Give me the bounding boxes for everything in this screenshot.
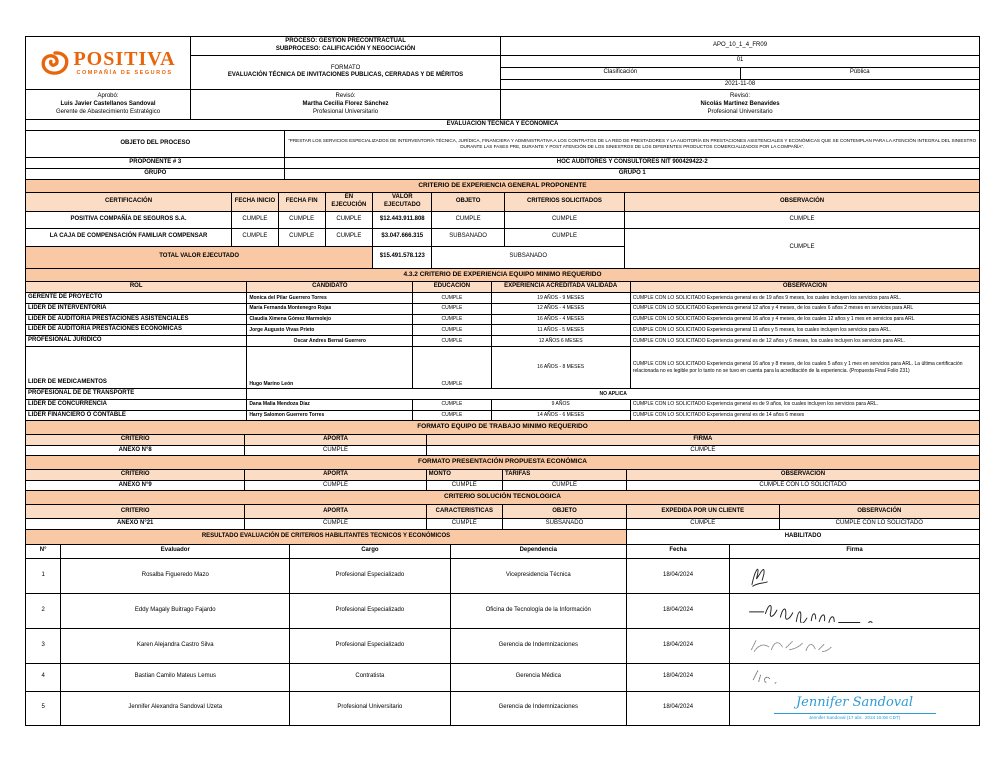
rol-cell: LIDER DE CONCURRENCIA <box>26 399 247 410</box>
observacion-cell: CUMPLE CON LO SOLICITADO <box>779 518 979 529</box>
format-label: FORMATO <box>330 64 361 71</box>
col-header-fecha-inicio: FECHA INICIO <box>232 193 279 212</box>
total-estado: SUBSANADO <box>432 246 625 268</box>
observacion-merged-cell: CUMPLE <box>625 228 980 268</box>
fecha-fin-cell: CUMPLE <box>278 228 325 246</box>
criterios-cell: CUMPLE <box>504 228 624 246</box>
rol-cell: LIDER DE MEDICAMENTOS <box>26 347 247 389</box>
col-header-rol: ROL <box>26 282 247 293</box>
document-header <box>25 36 980 120</box>
fecha-inicio-cell: CUMPLE <box>232 228 279 246</box>
table-row <box>26 211 980 228</box>
cargo-cell: Profesional Universitario <box>290 691 450 725</box>
criterio-cell: ANEXO N°21 <box>26 518 245 529</box>
table-row <box>26 558 980 593</box>
table-row <box>26 303 980 314</box>
fecha-cell: 18/04/2024 <box>627 691 730 725</box>
format-title: EVALUACIÓN TÉCNICA DE INVITACIONES PUBLICAS, CERRADAS Y DE MÉRITOS <box>227 72 464 79</box>
dependencia-cell: Gerencia de Indemnizaciones <box>450 691 626 725</box>
dependencia-cell: Gerencia de Indemnizaciones <box>450 628 626 663</box>
cargo-cell: Profesional Especializado <box>290 558 450 593</box>
objeto-cell: SUBSANADO <box>502 518 626 529</box>
resultado-estado: HABILITADO <box>627 529 980 544</box>
col-header-firma: FIRMA <box>426 434 979 445</box>
firma-cell: CUMPLE <box>426 445 979 456</box>
signature-scribble-icon <box>746 563 780 589</box>
solucion-tecnologica-table <box>25 490 980 529</box>
rol-cell: LIDER DE INTERVENTORIA <box>26 303 247 314</box>
col-header-observacion: OBSERVACIÓN <box>626 469 979 480</box>
table-row <box>26 410 980 421</box>
firma-cell <box>730 628 980 663</box>
experiencia-cell: 12 AÑOS 6 MESES <box>491 336 630 347</box>
educacion-cell: CUMPLE <box>413 303 491 314</box>
candidato-cell: Monica del Pilar Guerrero Torres <box>247 293 413 304</box>
cargo-cell: Contratista <box>290 663 450 691</box>
col-header-monto: MONTO <box>426 469 502 480</box>
col-header-criterio: CRITERIO <box>26 469 245 480</box>
signature-scribble-icon <box>746 635 846 657</box>
col-header-candidato: CANDIDATO <box>247 282 413 293</box>
table-row <box>26 593 980 628</box>
reviewed-label: Revisó: <box>335 93 356 100</box>
table-row <box>26 663 980 691</box>
num-cell: 5 <box>26 691 61 725</box>
table-row <box>26 336 980 347</box>
fecha-cell: 18/04/2024 <box>627 628 730 663</box>
col-header-criterio: CRITERIO <box>26 504 245 518</box>
criterio-cell: ANEXO N°9 <box>26 480 245 491</box>
observacion-cell: CUMPLE CON LO SOLICITADO <box>626 480 979 491</box>
rol-cell: GERENTE DE PROYECTO <box>26 293 247 304</box>
brand-name: POSITIVA <box>73 48 176 71</box>
monto-cell: CUMPLE <box>426 480 502 491</box>
rol-cell: LIDER DE AUDITORIA PRESTACIONES ASISTENCIALES <box>26 314 247 325</box>
educacion-cell: CUMPLE <box>413 347 491 389</box>
reviewed-name: Martha Cecilia Florez Sánchez <box>302 100 389 107</box>
resultado-label: RESULTADO EVALUACIÓN DE CRITERIOS HABILITANTES TECNICOS Y ECONÓMICOS <box>26 529 627 544</box>
col-header-valor-ejecutado: VALOR EJECUTADO <box>373 193 432 212</box>
col-header-caracteristicas: CARACTERISTICAS <box>426 504 502 518</box>
fecha-inicio-cell: CUMPLE <box>232 211 279 228</box>
total-valor: $15.491.578.123 <box>373 246 432 268</box>
candidato-cell: Dana Malia Mendoza Díaz <box>247 399 413 410</box>
cargo-cell: Profesional Especializado <box>290 628 450 663</box>
objeto-label: OBJETO DEL PROCESO <box>26 131 285 158</box>
col-header-observacion: OBSERVACIÓN <box>779 504 979 518</box>
fecha-cell: 18/04/2024 <box>627 558 730 593</box>
reviewed-role: Profesional Universitario <box>707 108 773 115</box>
candidato-cell: Jorge Augusto Vivas Prieto <box>247 325 413 336</box>
col-header-objeto: OBJETO <box>432 193 505 212</box>
fecha-cell: 18/04/2024 <box>627 663 730 691</box>
table-row <box>26 228 980 246</box>
expedida-cell: CUMPLE <box>626 518 779 529</box>
col-header-firma: Firma <box>730 544 980 558</box>
observacion-cell: CUMPLE CON LO SOLICITADO Experiencia general es de 14 años 6 meses <box>630 410 979 421</box>
col-header-criterio: CRITERIO <box>26 434 245 445</box>
dependencia-cell: Vicepresidencia Técnica <box>450 558 626 593</box>
experiencia-cell: 16 AÑOS - 4 MESES <box>491 314 630 325</box>
col-header-observacion: OBSERVACIÓN <box>625 193 980 212</box>
experiencia-cell: 9 AÑOS <box>491 399 630 410</box>
candidato-cell: María Fernanda Montenegro Rojas <box>247 303 413 314</box>
en-ejecucion-cell: CUMPLE <box>325 228 373 246</box>
tarifas-cell: CUMPLE <box>502 480 626 491</box>
observacion-cell: CUMPLE CON LO SOLICITADO Experiencia general es de 9 años, los cuales incluyen los servicios para ARL. <box>630 399 979 410</box>
col-header-aporta: APORTA <box>245 469 426 480</box>
evaluadores-table <box>25 544 980 726</box>
propuesta-economica-band: FORMATO PRESENTACIÓN PROPUESTA ECONÓMICA <box>26 456 980 469</box>
candidato-cell: Hugo Marino León <box>247 347 413 389</box>
table-row <box>26 445 980 456</box>
approved-label: Aprobó: <box>97 93 119 100</box>
col-header-evaluador: Evaluador <box>61 544 290 558</box>
aporta-cell: CUMPLE <box>245 445 426 456</box>
educacion-cell: CUMPLE <box>413 325 491 336</box>
rol-cell: PROFESIONAL JURIDICO <box>26 336 247 347</box>
evaluation-form <box>25 37 980 726</box>
num-cell: 2 <box>26 593 61 628</box>
candidato-cell: Harry Salomon Guerrero Torres <box>247 410 413 421</box>
observacion-cell: CUMPLE CON LO SOLICITADO Experiencia general 16 años y 4 meses, de los cuales 12 años y 1 mes en servicios para ARL <box>630 314 979 325</box>
caracteristicas-cell: CUMPLE <box>426 518 502 529</box>
objeto-cell: CUMPLE <box>432 211 505 228</box>
valor-cell: $12.443.911.808 <box>373 211 432 228</box>
experiencia-cell: 11 AÑOS - 5 MESES <box>491 325 630 336</box>
certificacion-cell: POSITIVA COMPAÑÍA DE SEGUROS S.A. <box>26 211 232 228</box>
table-row <box>26 480 980 491</box>
educacion-cell: CUMPLE <box>413 410 491 421</box>
version-value: 01 <box>501 55 980 67</box>
brand-tagline: COMPAÑÍA DE SEGUROS <box>76 70 173 77</box>
experiencia-general-table <box>25 179 980 269</box>
col-header-cargo: Cargo <box>290 544 450 558</box>
dependencia-cell: Oficina de Tecnología de la Información <box>450 593 626 628</box>
col-header-num: N° <box>26 544 61 558</box>
observacion-cell: CUMPLE CON LO SOLICITADO Experiencia general 12 años y 4 meses, de los cuales 6 años 2 meses en servicios para ARL <box>630 303 979 314</box>
col-header-educacion: EDUCACIÓN <box>413 282 491 293</box>
num-cell: 3 <box>26 628 61 663</box>
certificacion-cell: LA CAJA DE COMPENSACIÓN FAMILIAR COMPENSAR <box>26 228 232 246</box>
experiencia-general-band: CRITERIO DE EXPERIENCIA GENERAL PROPONENTE <box>26 179 980 192</box>
fecha-cell: 18/04/2024 <box>627 593 730 628</box>
rol-cell: LIDER DE AUDITORIA PRESTACIONES ECONOMICAS <box>26 325 247 336</box>
educacion-cell: CUMPLE <box>413 314 491 325</box>
col-header-aporta: APORTA <box>245 434 426 445</box>
table-row <box>26 389 980 400</box>
observacion-cell: CUMPLE CON LO SOLICITADO Experiencia general es de 19 años 9 meses, los cuales incluyen los servicios para ARL. <box>630 293 979 304</box>
table-row <box>26 518 980 529</box>
evaluador-cell: Bastian Camilo Mateus Lemus <box>61 663 290 691</box>
grupo-label: GRUPO <box>26 168 285 179</box>
signature-scribble-icon <box>746 599 896 623</box>
header-date: 2021-11-08 <box>501 79 980 90</box>
col-header-aporta: APORTA <box>245 504 426 518</box>
candidato-cell: Oscar Andres Bernal Guerrero <box>247 336 413 347</box>
table-row <box>26 691 980 725</box>
process-info-table <box>25 119 980 179</box>
equipo-minimo-band: 4.3.2 CRITERIO DE EXPERIENCIA EQUIPO MINIMO REQUERIDO <box>26 268 980 281</box>
reviewed-name: Nicolás Martinez Benavides <box>700 100 780 107</box>
approved-name: Luis Javier Castellanos Sandoval <box>60 100 156 107</box>
col-header-experiencia: EXPERIENCIA ACREDITADA VALIDADA <box>491 282 630 293</box>
candidato-cell: Claudia Ximena Gómez Marmolejo <box>247 314 413 325</box>
proponente-label: PROPONENTE # 3 <box>26 158 285 169</box>
signature-scribble-icon <box>746 667 786 687</box>
evaluador-cell: Jennifer Alexandra Sandoval Uzeta <box>61 691 290 725</box>
observacion-cell: CUMPLE CON LO SOLICITADO Experiencia general 16 años y 8 meses, de los cuales 5 años y 1 mes en servicios para ARL. La última certificación relacionada no es legible por lo tanto no se tuvo en cuenta para la acreditación de la experiencia. (Propuesta Final Folio 231) <box>630 347 979 389</box>
observacion-cell: CUMPLE CON LO SOLICITADO Experiencia general es de 12 años y 6 meses, los cuales incluyen los servicios para ARL. <box>630 336 979 347</box>
col-header-fecha: Fecha <box>627 544 730 558</box>
col-header-dependencia: Dependencia <box>450 544 626 558</box>
table-row <box>26 628 980 663</box>
col-header-objeto: OBJETO <box>502 504 626 518</box>
reviewed-label: Revisó: <box>730 93 751 100</box>
evaluador-cell: Eddy Magaly Buitrago Fajardo <box>61 593 290 628</box>
resultado-table <box>25 529 980 545</box>
col-header-criterios: CRITERIOS SOLICITADOS <box>504 193 624 212</box>
criterios-cell: CUMPLE <box>504 211 624 228</box>
digital-signature-text: Jennifer Sandoval <box>774 695 936 714</box>
reviewed-center-cell <box>191 90 501 120</box>
col-header-expedida: EXPEDIDA POR UN CLIENTE <box>626 504 779 518</box>
reviewed-right-cell <box>501 90 980 120</box>
col-header-observacion: OBSERVACIÓN <box>630 282 979 293</box>
format-cell <box>191 55 501 90</box>
educacion-cell: CUMPLE <box>413 336 491 347</box>
fecha-fin-cell: CUMPLE <box>278 211 325 228</box>
proponente-value: HOC AUDITORES Y CONSULTORES NIT 900429422-2 <box>285 158 980 169</box>
educacion-cell: CUMPLE <box>413 399 491 410</box>
evaluador-cell: Karen Alejandra Castro Silva <box>61 628 290 663</box>
positiva-logo <box>26 37 191 90</box>
equipo-trabajo-table <box>25 420 980 456</box>
valor-cell: $3.047.666.315 <box>373 228 432 246</box>
grupo-value: GRUPO 1 <box>285 168 980 179</box>
firma-cell <box>730 593 980 628</box>
rol-cell: PROFESIONAL DE DE TRANSPORTE <box>26 389 247 400</box>
firma-cell <box>730 691 980 725</box>
experiencia-cell: 16 AÑOS - 8 MESES <box>491 347 630 389</box>
table-row <box>26 314 980 325</box>
criterio-cell: ANEXO N°8 <box>26 445 245 456</box>
equipo-minimo-table <box>25 268 980 422</box>
observacion-cell: CUMPLE <box>625 211 980 228</box>
subprocess-line: SUBPROCESO: CALIFICACIÓN Y NEGOCIACIÓN <box>275 45 416 52</box>
aporta-cell: CUMPLE <box>245 480 426 491</box>
propuesta-economica-table <box>25 455 980 491</box>
num-cell: 1 <box>26 558 61 593</box>
col-header-tarifas: TARIFAS <box>502 469 626 480</box>
table-row <box>26 293 980 304</box>
no-aplica-cell: NO APLICA <box>247 389 980 400</box>
approved-cell <box>26 90 191 120</box>
dependencia-cell: Gerencia Médica <box>450 663 626 691</box>
en-ejecucion-cell: CUMPLE <box>325 211 373 228</box>
equipo-trabajo-band: FORMATO EQUIPO DE TRABAJO MINIMO REQUERIDO <box>26 421 980 434</box>
digital-signature-stamp: Jennifer Sandoval (17 abr.. 2024 15:06 CDT) <box>808 715 901 721</box>
format-code: APO_10_1_4_FR09 <box>501 37 980 56</box>
experiencia-cell: 19 AÑOS - 9 MESES <box>491 293 630 304</box>
solucion-tecnologica-band: CRITERIO SOLUCIÓN TECNOLOGICA <box>26 491 980 504</box>
reviewed-role: Profesional Universitario <box>313 108 379 115</box>
educacion-cell: CUMPLE <box>413 293 491 304</box>
observacion-cell: CUMPLE CON LO SOLICITADO Experiencia general 11 años y 5 meses, los cuales incluyen los servicios para ARL. <box>630 325 979 336</box>
classification-value: Pública <box>740 67 979 79</box>
evaluador-cell: Rosalba Figueredo Mazo <box>61 558 290 593</box>
approved-role: Gerente de Abastecimiento Estratégico <box>55 108 161 115</box>
objeto-cell: SUBSANADO <box>432 228 505 246</box>
table-row <box>26 399 980 410</box>
experiencia-cell: 14 AÑOS - 6 MESES <box>491 410 630 421</box>
process-cell <box>191 37 501 56</box>
objeto-text: “PRESTAR LOS SERVICIOS ESPECIALIZADOS DE INTERVENTORÍA TÉCNICA, JURÍDICA, FINANCIERA Y ADMINISTRATIVA A LOS CONTRATOS DE LA RED DE PRESTADORES Y LA AUDITORÍA EN PRESTACIONES ASISTENCIALES Y ECONÓMICAS QUE SE CONTEMPLAN PARA LA ATENCIÓN INTEGRAL DEL SINIESTRO DURANTE LAS FASES PRE, DURANTE Y POST ATENCIÓN DE LOS SINIESTROS DE LOS DIFERENTES PRODUCTOS COMERCIALIZADOS POR LA COMPAÑÍA”. <box>285 131 980 158</box>
classification-label: Clasificación <box>501 67 740 79</box>
rol-cell: LIDER FINANCIERO O CONTABLE <box>26 410 247 421</box>
num-cell: 4 <box>26 663 61 691</box>
firma-cell <box>730 663 980 691</box>
col-header-fecha-fin: FECHA FIN <box>278 193 325 212</box>
eval-band-title: EVALUACIÓN TÉCNICA Y ECONÓMICA <box>26 120 980 131</box>
firma-cell <box>730 558 980 593</box>
process-line: PROCESO: GESTIÓN PRECONTRACTUAL <box>285 38 406 44</box>
cargo-cell: Profesional Especializado <box>290 593 450 628</box>
col-header-en-ejecucion: EN EJECUCIÓN <box>325 193 373 212</box>
total-label: TOTAL VALOR EJECUTADO <box>26 246 373 268</box>
experiencia-cell: 12 AÑOS - 4 MESES <box>491 303 630 314</box>
aporta-cell: CUMPLE <box>245 518 426 529</box>
col-header-certificacion: CERTIFICACIÓN <box>26 193 232 212</box>
table-row <box>26 347 980 389</box>
table-row <box>26 325 980 336</box>
positiva-swirl-icon <box>40 50 70 76</box>
